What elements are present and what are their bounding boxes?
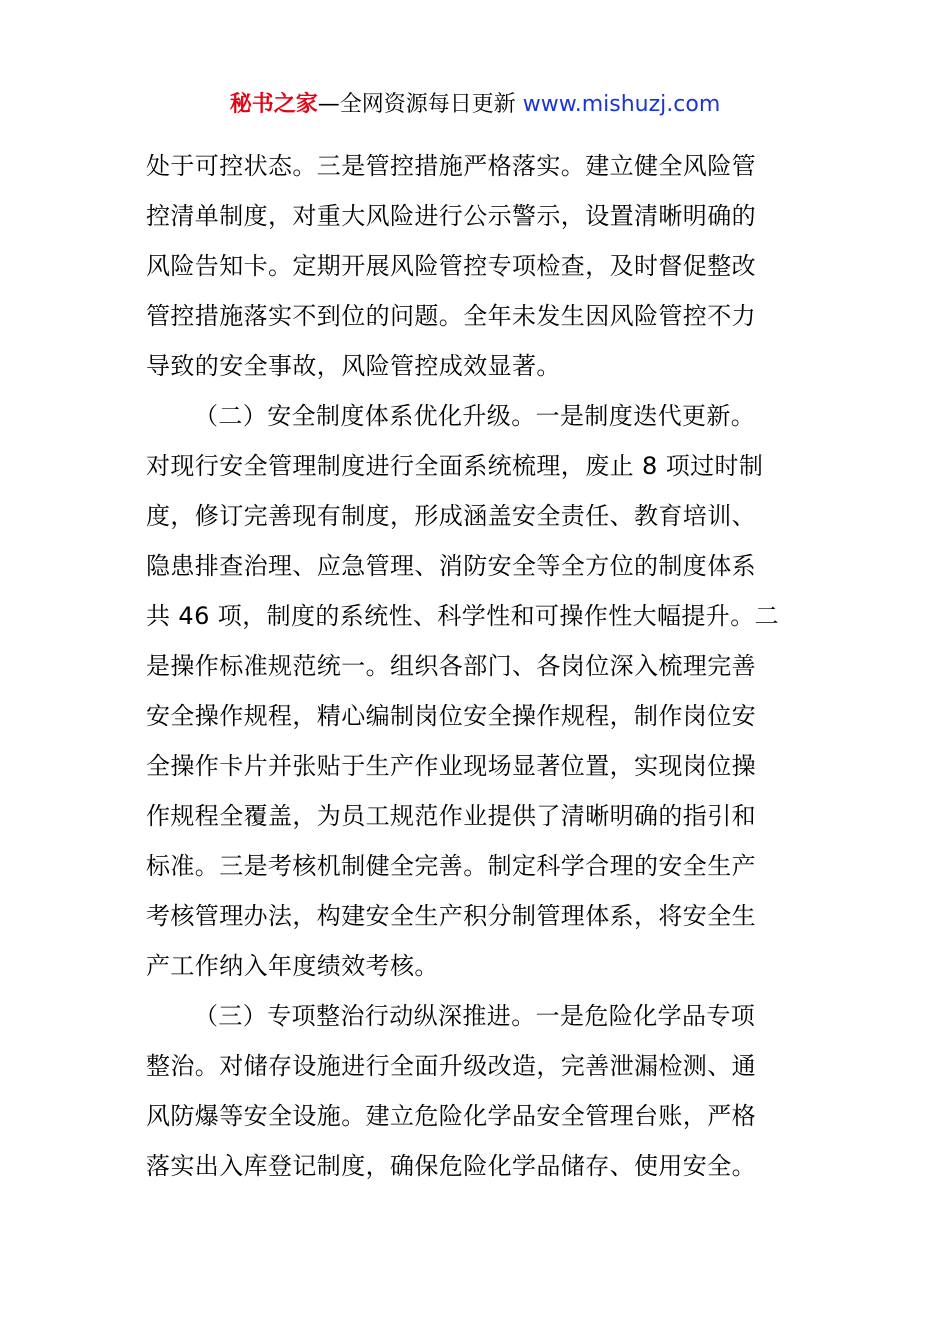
text-line: 产工作纳入年度绩效考核。 — [146, 952, 439, 980]
section-heading-line: （二）安全制度体系优化升级。一是制度迭代更新。 — [194, 402, 756, 430]
text-line: 全操作卡片并张贴于生产作业现场显著位置，实现岗位操 — [146, 752, 756, 780]
text-line: 导致的安全事故，风险管控成效显著。 — [146, 352, 561, 380]
text-line: 作规程全覆盖，为员工规范作业提供了清晰明确的指引和 — [146, 802, 756, 830]
header-tagline: —全网资源每日更新 — [317, 92, 523, 117]
text-line: 风防爆等安全设施。建立危险化学品安全管理台账，严格 — [146, 1102, 756, 1130]
text-line: 管控措施落实不到位的问题。全年未发生因风险管控不力 — [146, 302, 756, 330]
text-line: 标准。三是考核机制健全完善。制定科学合理的安全生产 — [146, 852, 756, 880]
site-header — [0, 88, 950, 122]
text-line: 整治。对储存设施进行全面升级改造，完善泄漏检测、通 — [146, 1052, 756, 1080]
brand-name: 秘书之家 — [229, 92, 318, 117]
text-line: 处于可控状态。三是管控措施严格落实。建立健全风险管 — [146, 152, 756, 180]
text-line: 风险告知卡。定期开展风险管控专项检查，及时督促整改 — [146, 252, 756, 280]
website-link[interactable]: www.mishuzj.com — [522, 92, 721, 117]
text-line: 安全操作规程，精心编制岗位安全操作规程，制作岗位安 — [146, 702, 756, 730]
text-line: 落实出入库登记制度，确保危险化学品储存、使用安全。 — [146, 1152, 756, 1180]
text-line: 隐患排查治理、应急管理、消防安全等全方位的制度体系 — [146, 552, 756, 580]
text-line: 是操作标准规范统一。组织各部门、各岗位深入梳理完善 — [146, 652, 756, 680]
document-body — [146, 141, 810, 1191]
text-line: 对现行安全管理制度进行全面系统梳理，废止 8 项过时制 — [146, 452, 764, 480]
text-line: 共 46 项，制度的系统性、科学性和可操作性大幅提升。二 — [146, 602, 779, 630]
text-line: 考核管理办法，构建安全生产积分制管理体系，将安全生 — [146, 902, 756, 930]
text-line: 控清单制度，对重大风险进行公示警示，设置清晰明确的 — [146, 202, 756, 230]
text-line: 度，修订完善现有制度，形成涵盖安全责任、教育培训、 — [146, 502, 756, 530]
section-heading-line: （三）专项整治行动纵深推进。一是危险化学品专项 — [194, 1002, 756, 1030]
